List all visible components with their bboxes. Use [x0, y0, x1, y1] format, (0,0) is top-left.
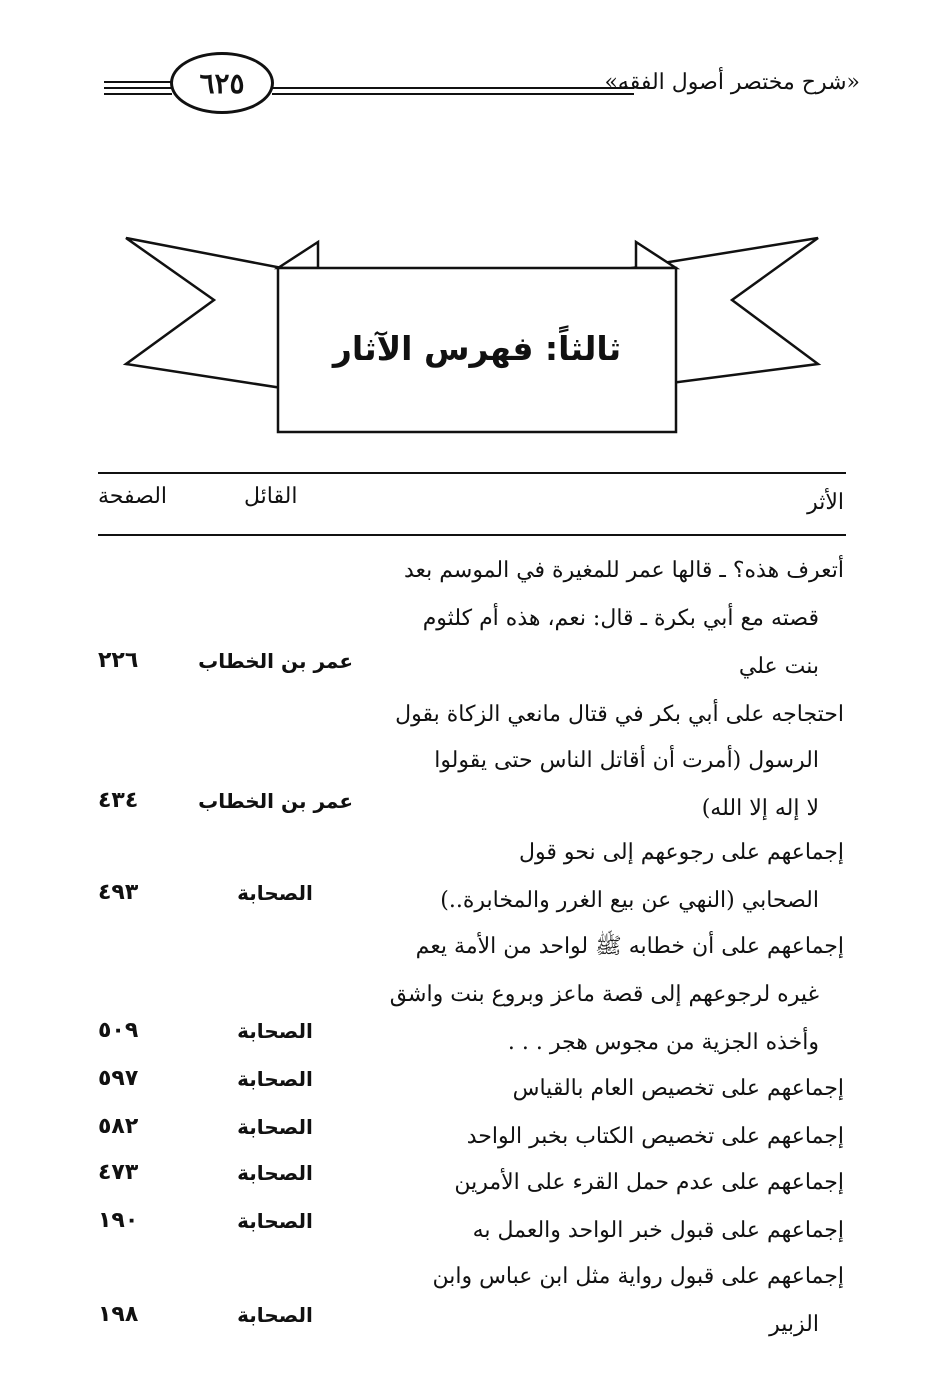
entry-5-sayer: الصحابة — [237, 1067, 313, 1091]
entry-3-line-1: إجماعهم على رجوعهم إلى نحو قول — [519, 840, 844, 865]
entry-7-sayer: الصحابة — [237, 1161, 313, 1185]
entry-5-line-1: إجماعهم على تخصيص العام بالقياس — [512, 1076, 844, 1101]
page-number: ٦٢٥ — [170, 52, 274, 114]
entry-8-sayer: الصحابة — [237, 1209, 313, 1233]
table-rule-bottom — [98, 534, 846, 536]
entry-9-page: ١٩٨ — [98, 1302, 139, 1327]
column-header-page: الصفحة — [98, 484, 168, 509]
table-rule-top — [98, 472, 846, 474]
entry-1-line-3: بنت علي — [738, 654, 819, 679]
entry-4-line-1: إجماعهم على أن خطابه ﷺ لواحد من الأمة يعم — [415, 934, 844, 959]
entry-2-line-1: احتجاجه على أبي بكر في قتال مانعي الزكاة بقول — [395, 702, 844, 727]
entry-1-sayer: عمر بن الخطاب — [198, 649, 353, 673]
column-header-athar: الأثر — [807, 490, 844, 515]
entry-5-page: ٥٩٧ — [98, 1066, 139, 1091]
entry-4-line-3: وأخذه الجزية من مجوس هجر . . . — [507, 1030, 819, 1055]
section-banner — [0, 0, 947, 460]
entry-6-page: ٥٨٢ — [98, 1114, 139, 1139]
entry-7-page: ٤٧٣ — [98, 1160, 139, 1185]
entry-9-line-2: الزبير — [769, 1312, 819, 1337]
entry-7-line-1: إجماعهم على عدم حمل القرء على الأمرين — [454, 1170, 844, 1195]
entry-8-page: ١٩٠ — [98, 1208, 139, 1233]
entry-4-sayer: الصحابة — [237, 1019, 313, 1043]
entry-6-line-1: إجماعهم على تخصيص الكتاب بخبر الواحد — [466, 1124, 844, 1149]
entry-6-sayer: الصحابة — [237, 1115, 313, 1139]
entry-3-page: ٤٩٣ — [98, 880, 139, 905]
entry-2-line-3: لا إله إلا الله) — [701, 796, 819, 821]
banner-left-fold — [278, 242, 318, 268]
entry-2-page: ٤٣٤ — [98, 788, 139, 813]
entry-1-line-1: أتعرف هذه؟ ـ قالها عمر للمغيرة في الموسم بعد — [403, 558, 844, 583]
entry-1-line-2: قصته مع أبي بكرة ـ قال: نعم، هذه أم كلثوم — [422, 606, 819, 631]
banner-right-fold — [636, 242, 676, 268]
section-title: ثالثاً: فهرس الآثار — [332, 328, 622, 368]
entry-9-sayer: الصحابة — [237, 1303, 313, 1327]
entry-4-line-2: غيره لرجوعهم إلى قصة ماعز وبروع بنت واشق — [389, 982, 819, 1007]
banner-left-tail — [126, 238, 282, 388]
running-title: «شرح مختصر أصول الفقه» — [604, 70, 860, 95]
entry-3-sayer: الصحابة — [237, 881, 313, 905]
entry-2-sayer: عمر بن الخطاب — [198, 789, 353, 813]
entry-1-page: ٢٢٦ — [98, 648, 139, 673]
entry-3-line-2: الصحابي (النهي عن بيع الغرر والمخابرة..) — [440, 888, 819, 913]
entry-9-line-1: إجماعهم على قبول رواية مثل ابن عباس وابن — [432, 1264, 844, 1289]
entry-8-line-1: إجماعهم على قبول خبر الواحد والعمل به — [472, 1218, 844, 1243]
entry-4-page: ٥٠٩ — [98, 1018, 139, 1043]
entry-2-line-2: الرسول (أمرت أن أقاتل الناس حتى يقولوا — [434, 748, 819, 773]
column-header-sayer: القائل — [244, 484, 298, 509]
